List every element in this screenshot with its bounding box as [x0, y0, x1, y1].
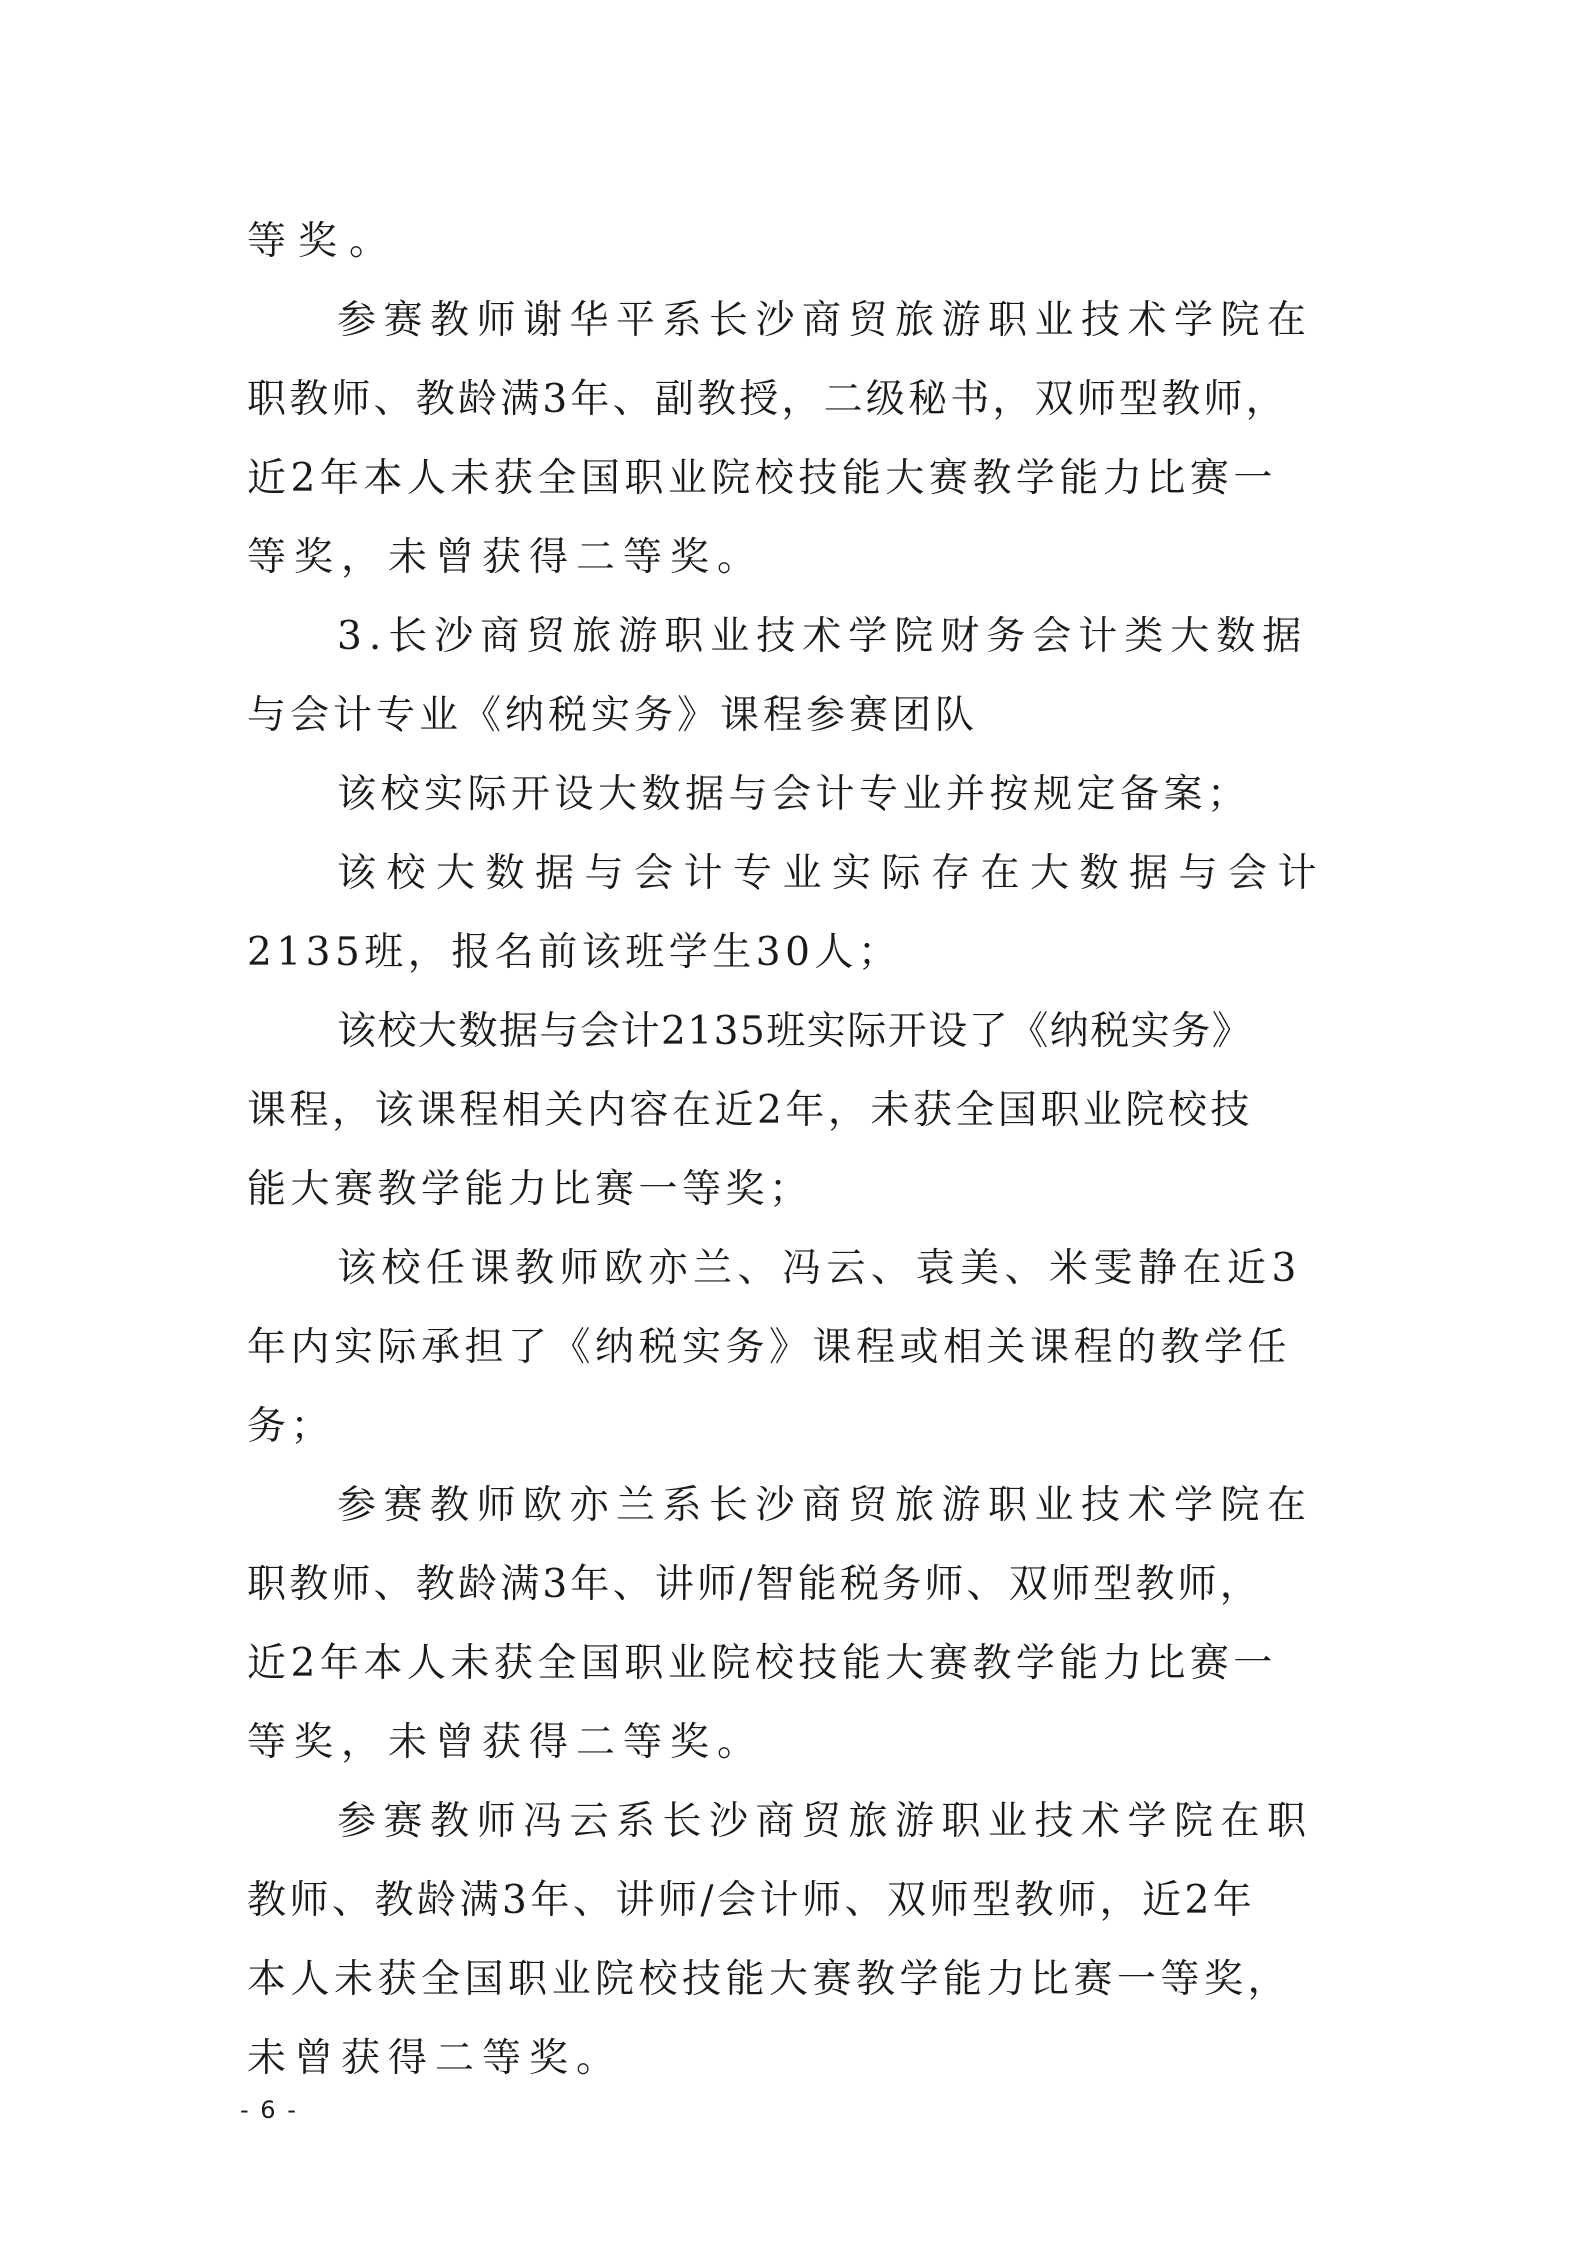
text-line: 参赛教师冯云系长沙商贸旅游职业技术学院在职	[337, 1799, 1314, 1844]
text-line: 近2年本人未获全国职业院校技能大赛教学能力比赛一	[247, 1641, 1277, 1686]
page-number: - 6 -	[240, 2096, 298, 2124]
text-line: 与会计专业《纳税实务》课程参赛团队	[247, 693, 979, 738]
text-line: 该校大数据与会计专业实际存在大数据与会计	[337, 851, 1328, 896]
text-line: 职教师、教龄满3年、讲师/智能税务师、双师型教师，	[247, 1562, 1262, 1607]
text-line: 该校任课教师欧亦兰、冯云、袁美、米雯静在近3	[337, 1246, 1302, 1291]
text-line: 能大赛教学能力比赛一等奖；	[247, 1167, 813, 1212]
text-line: 务；	[247, 1404, 335, 1449]
text-line: 该校大数据与会计2135班实际开设了《纳税实务》	[337, 1009, 1253, 1054]
text-line: 参赛教师欧亦兰系长沙商贸旅游职业技术学院在	[337, 1483, 1314, 1528]
text-line: 该校实际开设大数据与会计专业并按规定备案；	[337, 772, 1251, 817]
text-line: 参赛教师谢华平系长沙商贸旅游职业技术学院在	[337, 298, 1314, 343]
text-line: 教师、教龄满3年、讲师/会计师、双师型教师，近2年	[247, 1878, 1256, 1923]
text-line: 等奖，未曾获得二等奖。	[247, 1720, 765, 1765]
text-line: 职教师、教龄满3年、副教授，二级秘书，双师型教师，	[247, 377, 1288, 422]
text-line: 等奖，未曾获得二等奖。	[247, 535, 765, 580]
text-line: 近2年本人未获全国职业院校技能大赛教学能力比赛一	[247, 456, 1277, 501]
document-body	[247, 202, 1357, 2098]
text-line: 3.长沙商贸旅游职业技术学院财务会计类大数据	[337, 614, 1309, 659]
text-line: 本人未获全国职业院校技能大赛教学能力比赛一等奖，	[247, 1957, 1292, 2002]
text-line: 课程，该课程相关内容在近2年，未获全国职业院校技	[247, 1088, 1253, 1133]
text-line: 等奖。	[247, 219, 401, 264]
text-line: 2135班，报名前该班学生30人；	[247, 930, 902, 975]
text-line: 未曾获得二等奖。	[247, 2036, 624, 2081]
text-line: 年内实际承担了《纳税实务》课程或相关课程的教学任	[247, 1325, 1292, 1370]
